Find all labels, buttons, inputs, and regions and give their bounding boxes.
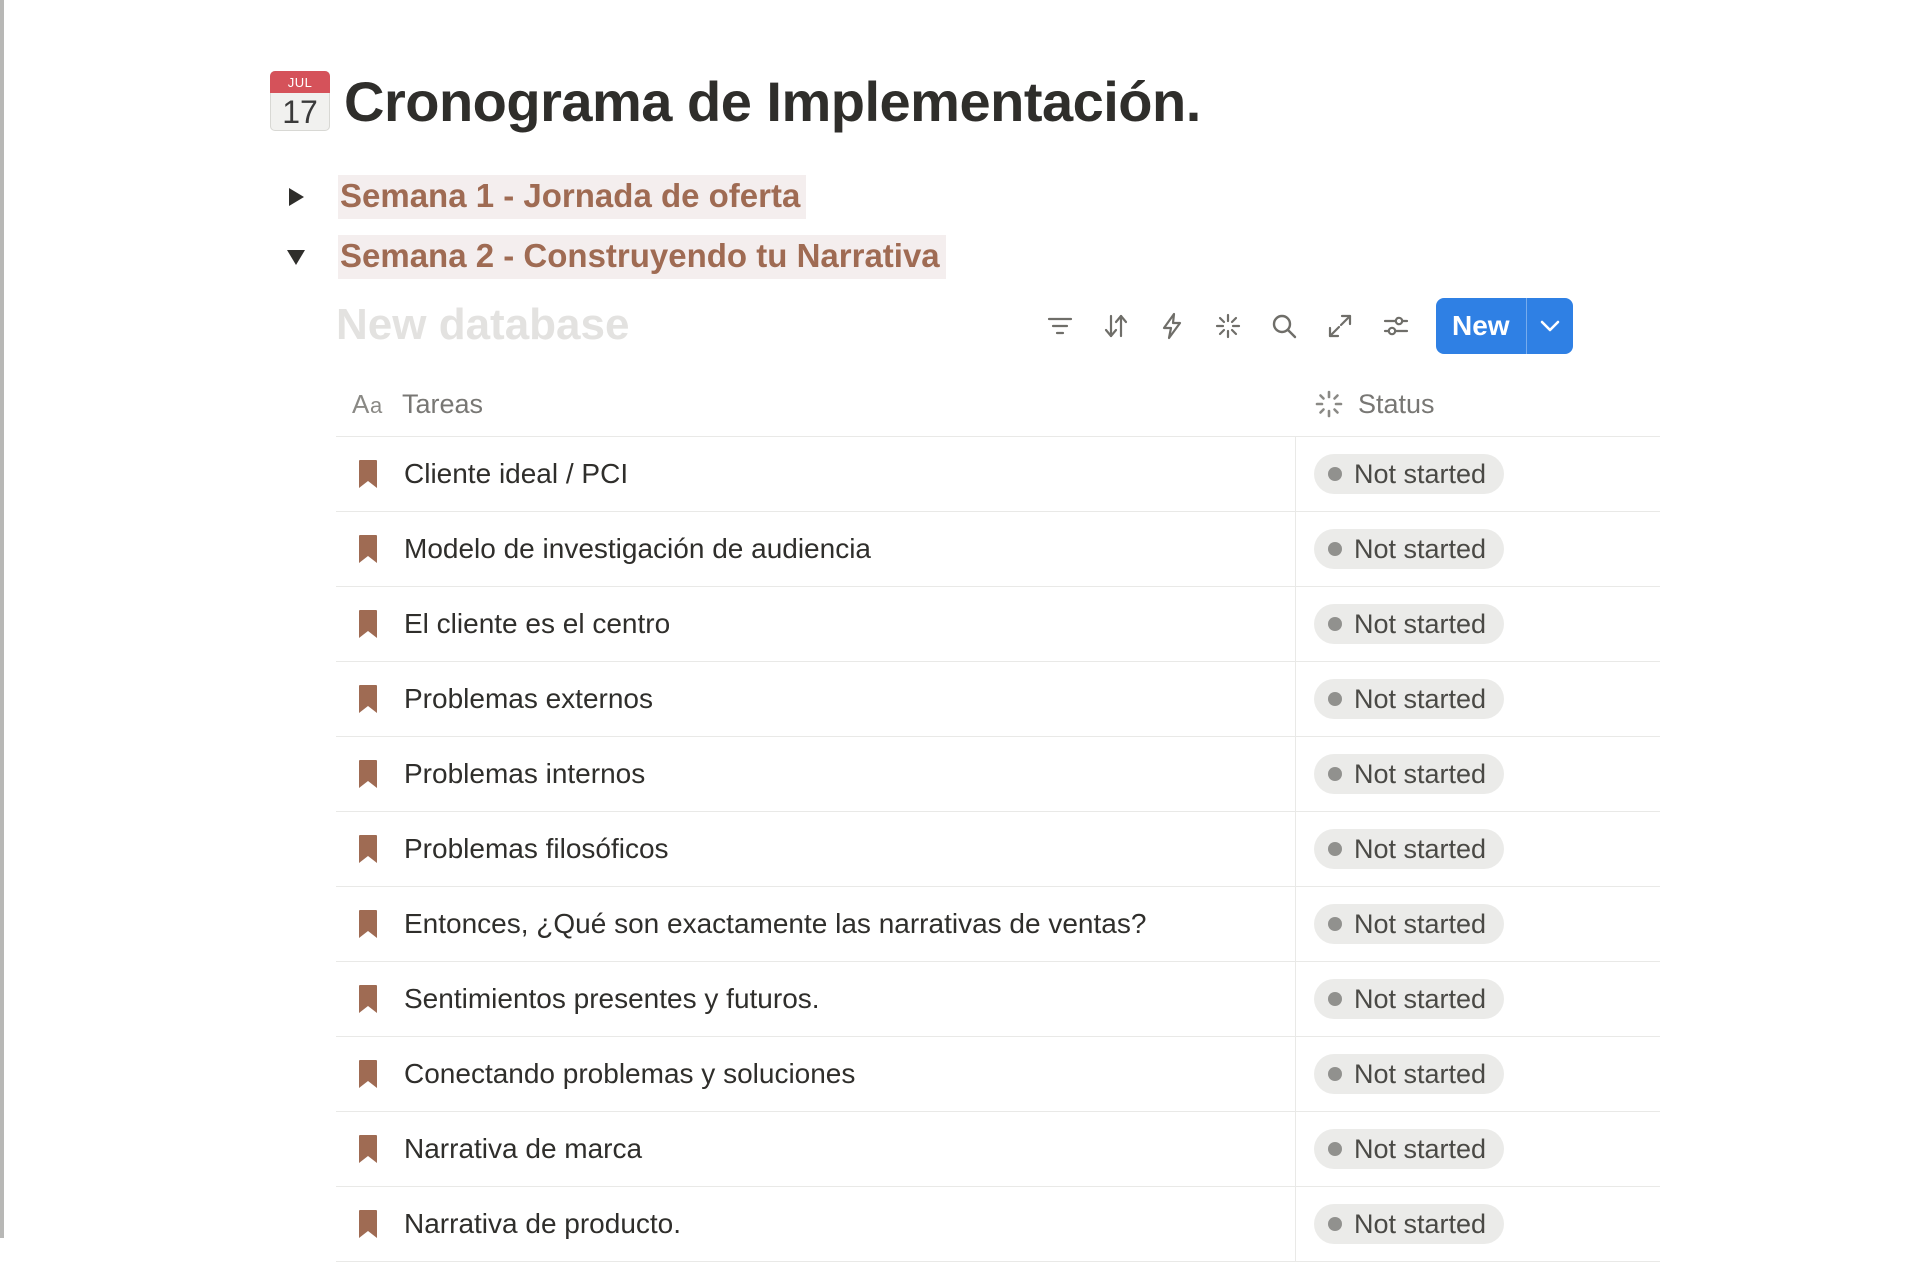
status-label: Not started xyxy=(1354,1058,1487,1089)
sort-icon[interactable] xyxy=(1096,306,1136,346)
task-cell[interactable] xyxy=(336,887,1296,961)
task-name: Narrativa de producto. xyxy=(404,1208,682,1239)
task-cell[interactable] xyxy=(336,1037,1296,1111)
task-name: Entonces, ¿Qué son exactamente las narrativas de ventas? xyxy=(404,908,1147,939)
table-row[interactable] xyxy=(336,437,1660,512)
bookmark-icon xyxy=(354,908,382,940)
table-row[interactable] xyxy=(336,1037,1660,1112)
search-icon[interactable] xyxy=(1264,306,1304,346)
page-header xyxy=(270,66,1201,136)
status-dot-icon xyxy=(1328,1142,1342,1156)
status-cell[interactable] xyxy=(1296,1112,1504,1186)
status-badge[interactable] xyxy=(1314,679,1504,719)
toggle-semana-1 xyxy=(284,175,806,219)
bookmark-icon xyxy=(354,683,382,715)
status-dot-icon xyxy=(1328,1217,1342,1231)
chevron-down-icon xyxy=(1539,319,1561,333)
status-label: Not started xyxy=(1354,683,1487,714)
table-row[interactable] xyxy=(336,812,1660,887)
calendar-month: JUL xyxy=(270,71,330,93)
toggle-collapsed-arrow-icon[interactable] xyxy=(284,185,308,209)
calendar-icon[interactable] xyxy=(270,71,330,131)
status-cell[interactable] xyxy=(1296,812,1504,886)
table-row[interactable] xyxy=(336,587,1660,662)
status-badge[interactable] xyxy=(1314,604,1504,644)
bookmark-icon xyxy=(354,458,382,490)
task-cell[interactable] xyxy=(336,737,1296,811)
status-cell[interactable] xyxy=(1296,512,1504,586)
svg-text:a: a xyxy=(370,393,383,417)
task-name: Problemas filosóficos xyxy=(404,833,669,864)
task-name: Cliente ideal / PCI xyxy=(404,458,629,489)
status-badge[interactable] xyxy=(1314,1054,1504,1094)
status-label: Not started xyxy=(1354,983,1487,1014)
bookmark-icon xyxy=(354,833,382,865)
status-dot-icon xyxy=(1328,542,1342,556)
status-dot-icon xyxy=(1328,467,1342,481)
task-name: Problemas internos xyxy=(404,758,646,789)
bookmark-icon xyxy=(354,1133,382,1165)
task-cell[interactable] xyxy=(336,587,1296,661)
task-cell[interactable] xyxy=(336,1112,1296,1186)
window-edge xyxy=(0,0,4,1238)
toggle-label[interactable]: Semana 1 - Jornada de oferta xyxy=(338,175,806,219)
task-cell[interactable] xyxy=(336,512,1296,586)
toggle-expanded-arrow-icon[interactable] xyxy=(284,245,308,269)
task-name: El cliente es el centro xyxy=(404,608,671,639)
task-name: Problemas externos xyxy=(404,683,654,714)
task-cell[interactable] xyxy=(336,962,1296,1036)
bookmark-icon xyxy=(354,608,382,640)
status-label: Not started xyxy=(1354,908,1487,939)
table-row[interactable] xyxy=(336,962,1660,1037)
status-cell[interactable] xyxy=(1296,587,1504,661)
database-title-input[interactable]: New database xyxy=(336,300,630,349)
status-badge[interactable] xyxy=(1314,1204,1504,1244)
status-badge[interactable] xyxy=(1314,529,1504,569)
settings-icon[interactable] xyxy=(1376,306,1416,346)
status-label: Not started xyxy=(1354,833,1487,864)
status-dot-icon xyxy=(1328,767,1342,781)
new-button-group xyxy=(1436,298,1573,354)
svg-text:A: A xyxy=(352,391,370,417)
column-header-label: Status xyxy=(1358,388,1435,419)
status-label: Not started xyxy=(1354,458,1487,489)
status-badge[interactable] xyxy=(1314,829,1504,869)
status-badge[interactable] xyxy=(1314,904,1504,944)
database-toolbar xyxy=(1040,298,1573,354)
table-body xyxy=(336,437,1660,1262)
status-cell[interactable] xyxy=(1296,962,1504,1036)
status-label: Not started xyxy=(1354,1133,1487,1164)
bookmark-icon xyxy=(354,1058,382,1090)
table-row[interactable] xyxy=(336,1112,1660,1187)
task-cell[interactable] xyxy=(336,437,1296,511)
page-title[interactable]: Cronograma de Implementación. xyxy=(344,69,1201,133)
database-table xyxy=(336,372,1660,1262)
status-dot-icon xyxy=(1328,1067,1342,1081)
status-badge[interactable] xyxy=(1314,1129,1504,1169)
toggle-semana-2 xyxy=(284,235,946,279)
table-header xyxy=(336,372,1660,437)
task-cell[interactable] xyxy=(336,662,1296,736)
status-dot-icon xyxy=(1328,842,1342,856)
table-row[interactable] xyxy=(336,662,1660,737)
column-header-label: Tareas xyxy=(402,388,484,419)
task-name: Modelo de investigación de audiencia xyxy=(404,533,871,564)
bookmark-icon xyxy=(354,758,382,790)
text-property-icon xyxy=(352,391,388,417)
status-dot-icon xyxy=(1328,992,1342,1006)
task-name: Narrativa de marca xyxy=(404,1133,643,1164)
toggle-label[interactable]: Semana 2 - Construyendo tu Narrativa xyxy=(338,235,946,279)
table-row[interactable] xyxy=(336,512,1660,587)
filter-icon[interactable] xyxy=(1040,306,1080,346)
status-label: Not started xyxy=(1354,608,1487,639)
column-header-tareas[interactable] xyxy=(336,389,1296,420)
new-dropdown-button[interactable] xyxy=(1526,298,1573,354)
status-badge[interactable] xyxy=(1314,979,1504,1019)
status-cell[interactable] xyxy=(1296,887,1504,961)
status-dot-icon xyxy=(1328,917,1342,931)
status-cell[interactable] xyxy=(1296,737,1504,811)
table-row[interactable] xyxy=(336,737,1660,812)
bookmark-icon xyxy=(354,533,382,565)
calendar-day: 17 xyxy=(282,94,318,130)
status-badge[interactable] xyxy=(1314,454,1504,494)
task-name: Conectando problemas y soluciones xyxy=(404,1058,856,1089)
table-row[interactable] xyxy=(336,1187,1660,1262)
automation-icon[interactable] xyxy=(1152,306,1192,346)
task-cell[interactable] xyxy=(336,812,1296,886)
status-cell[interactable] xyxy=(1296,437,1504,511)
status-cell[interactable] xyxy=(1296,1037,1504,1111)
column-header-status[interactable] xyxy=(1296,389,1435,420)
table-row[interactable] xyxy=(336,887,1660,962)
bookmark-icon xyxy=(354,1208,382,1240)
status-label: Not started xyxy=(1354,758,1487,789)
expand-icon[interactable] xyxy=(1320,306,1360,346)
ai-icon[interactable] xyxy=(1208,306,1248,346)
status-cell[interactable] xyxy=(1296,662,1504,736)
status-dot-icon xyxy=(1328,617,1342,631)
task-name: Sentimientos presentes y futuros. xyxy=(404,983,820,1014)
bookmark-icon xyxy=(354,983,382,1015)
new-button[interactable]: New xyxy=(1452,310,1510,341)
status-label: Not started xyxy=(1354,533,1487,564)
status-cell[interactable] xyxy=(1296,1187,1504,1261)
status-badge[interactable] xyxy=(1314,754,1504,794)
task-cell[interactable] xyxy=(336,1187,1296,1261)
status-label: Not started xyxy=(1354,1208,1487,1239)
status-dot-icon xyxy=(1328,692,1342,706)
status-property-icon xyxy=(1314,389,1344,419)
